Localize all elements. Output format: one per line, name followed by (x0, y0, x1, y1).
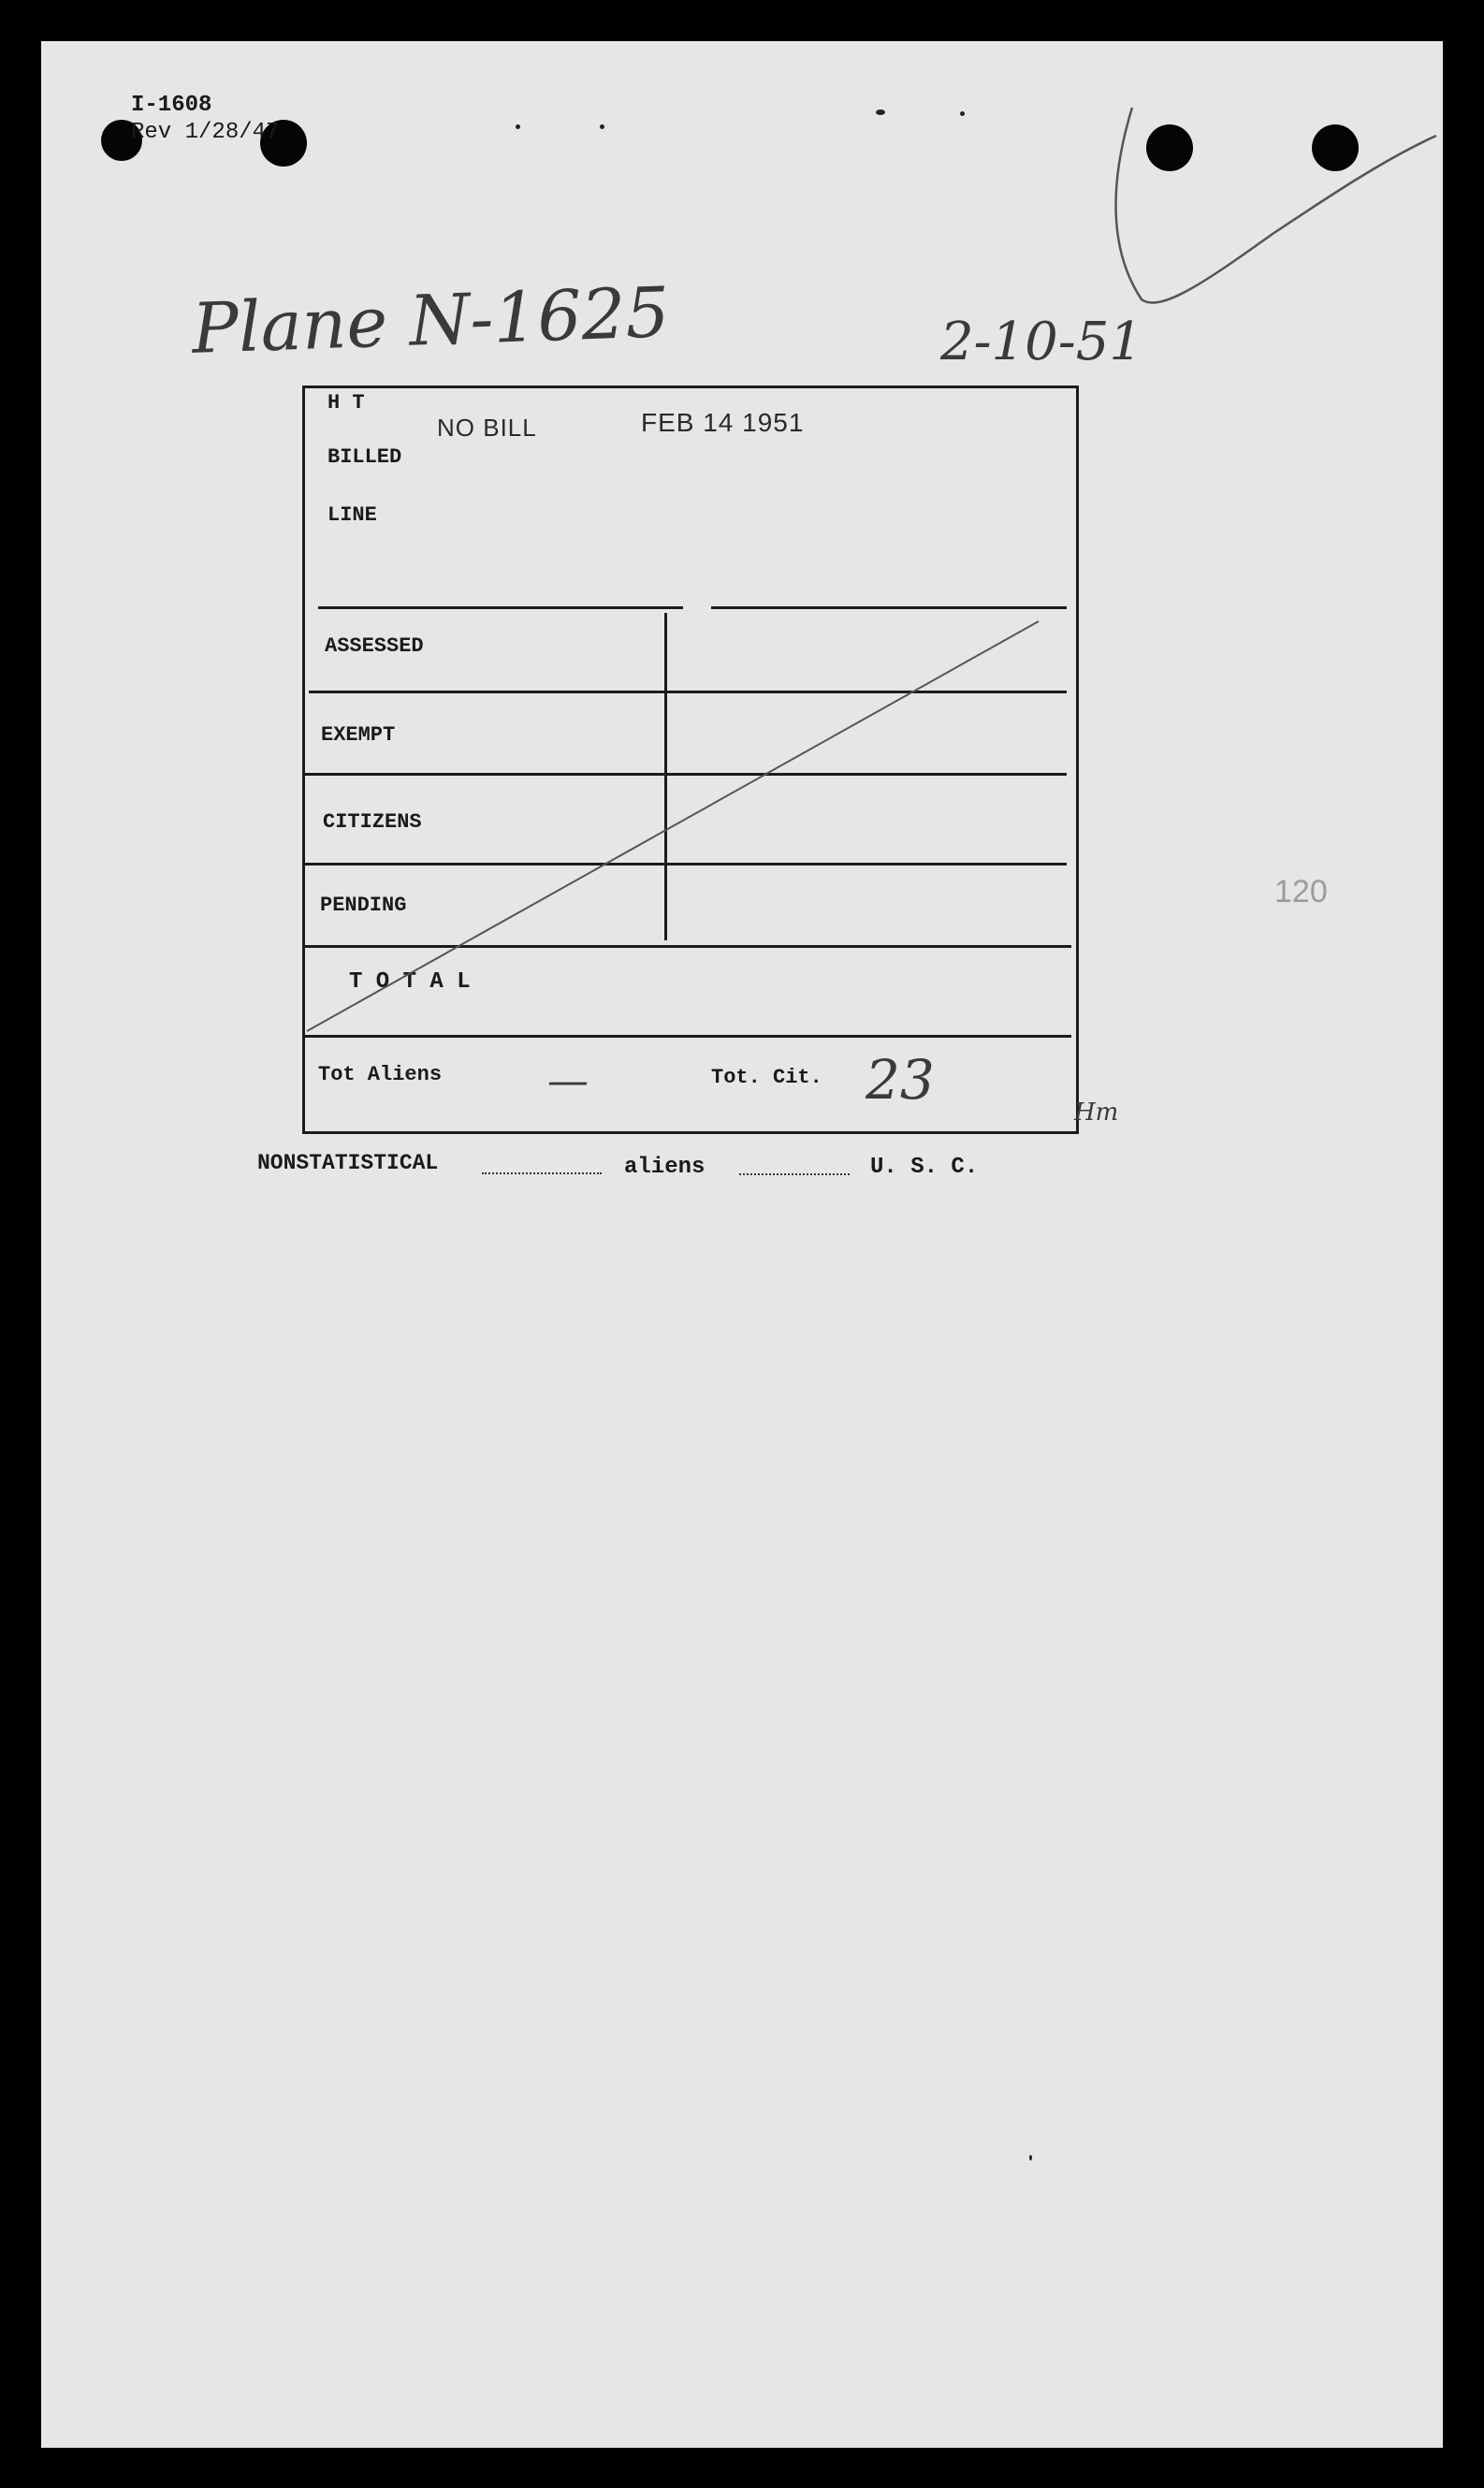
form-number: I-1608 (131, 93, 212, 118)
row-divider (318, 606, 683, 609)
tot-cit-label: Tot. Cit. (711, 1066, 822, 1089)
date-stamp: FEB 14 1951 (641, 408, 805, 437)
handwritten-curve (1104, 94, 1441, 318)
assessed-label: ASSESSED (325, 634, 424, 658)
speck (876, 109, 885, 115)
diagonal-strike-line (299, 618, 1048, 1048)
aliens-blank (739, 1173, 850, 1175)
usc-label: U. S. C. (870, 1155, 979, 1180)
handwritten-date: 2-10-51 (940, 312, 1142, 372)
speck (960, 111, 965, 116)
nonstatistical-label: NONSTATISTICAL (257, 1151, 439, 1175)
exempt-label: EXEMPT (321, 723, 396, 747)
speck (600, 124, 604, 129)
margin-number: 120 (1274, 874, 1328, 909)
line-label: LINE (327, 503, 377, 527)
pending-label: PENDING (320, 894, 407, 917)
citizens-label: CITIZENS (323, 810, 422, 834)
aliens-label: aliens (624, 1155, 706, 1180)
tot-aliens-label: Tot Aliens (318, 1063, 443, 1086)
form-paper (41, 41, 1443, 2448)
ht-label: H T (327, 391, 365, 415)
tot-cit-value: 23 (866, 1048, 935, 1112)
row-divider (711, 606, 1067, 609)
box-top-border (302, 386, 1079, 388)
billed-label: BILLED (327, 445, 402, 469)
nonstatistical-blank (482, 1172, 602, 1174)
total-label: T O T A L (349, 969, 471, 995)
box-right-border (1076, 386, 1079, 1134)
box-bottom-border (302, 1131, 1079, 1134)
speck (516, 124, 520, 129)
handwritten-plane: Plane N-1625 (190, 272, 671, 370)
handwritten-initials: Hm (1074, 1099, 1119, 1127)
tot-aliens-value: — (547, 1057, 589, 1105)
no-bill-stamp: NO BILL (437, 414, 537, 442)
form-revision: Rev 1/28/47 (131, 120, 280, 145)
speck (1029, 2155, 1032, 2161)
